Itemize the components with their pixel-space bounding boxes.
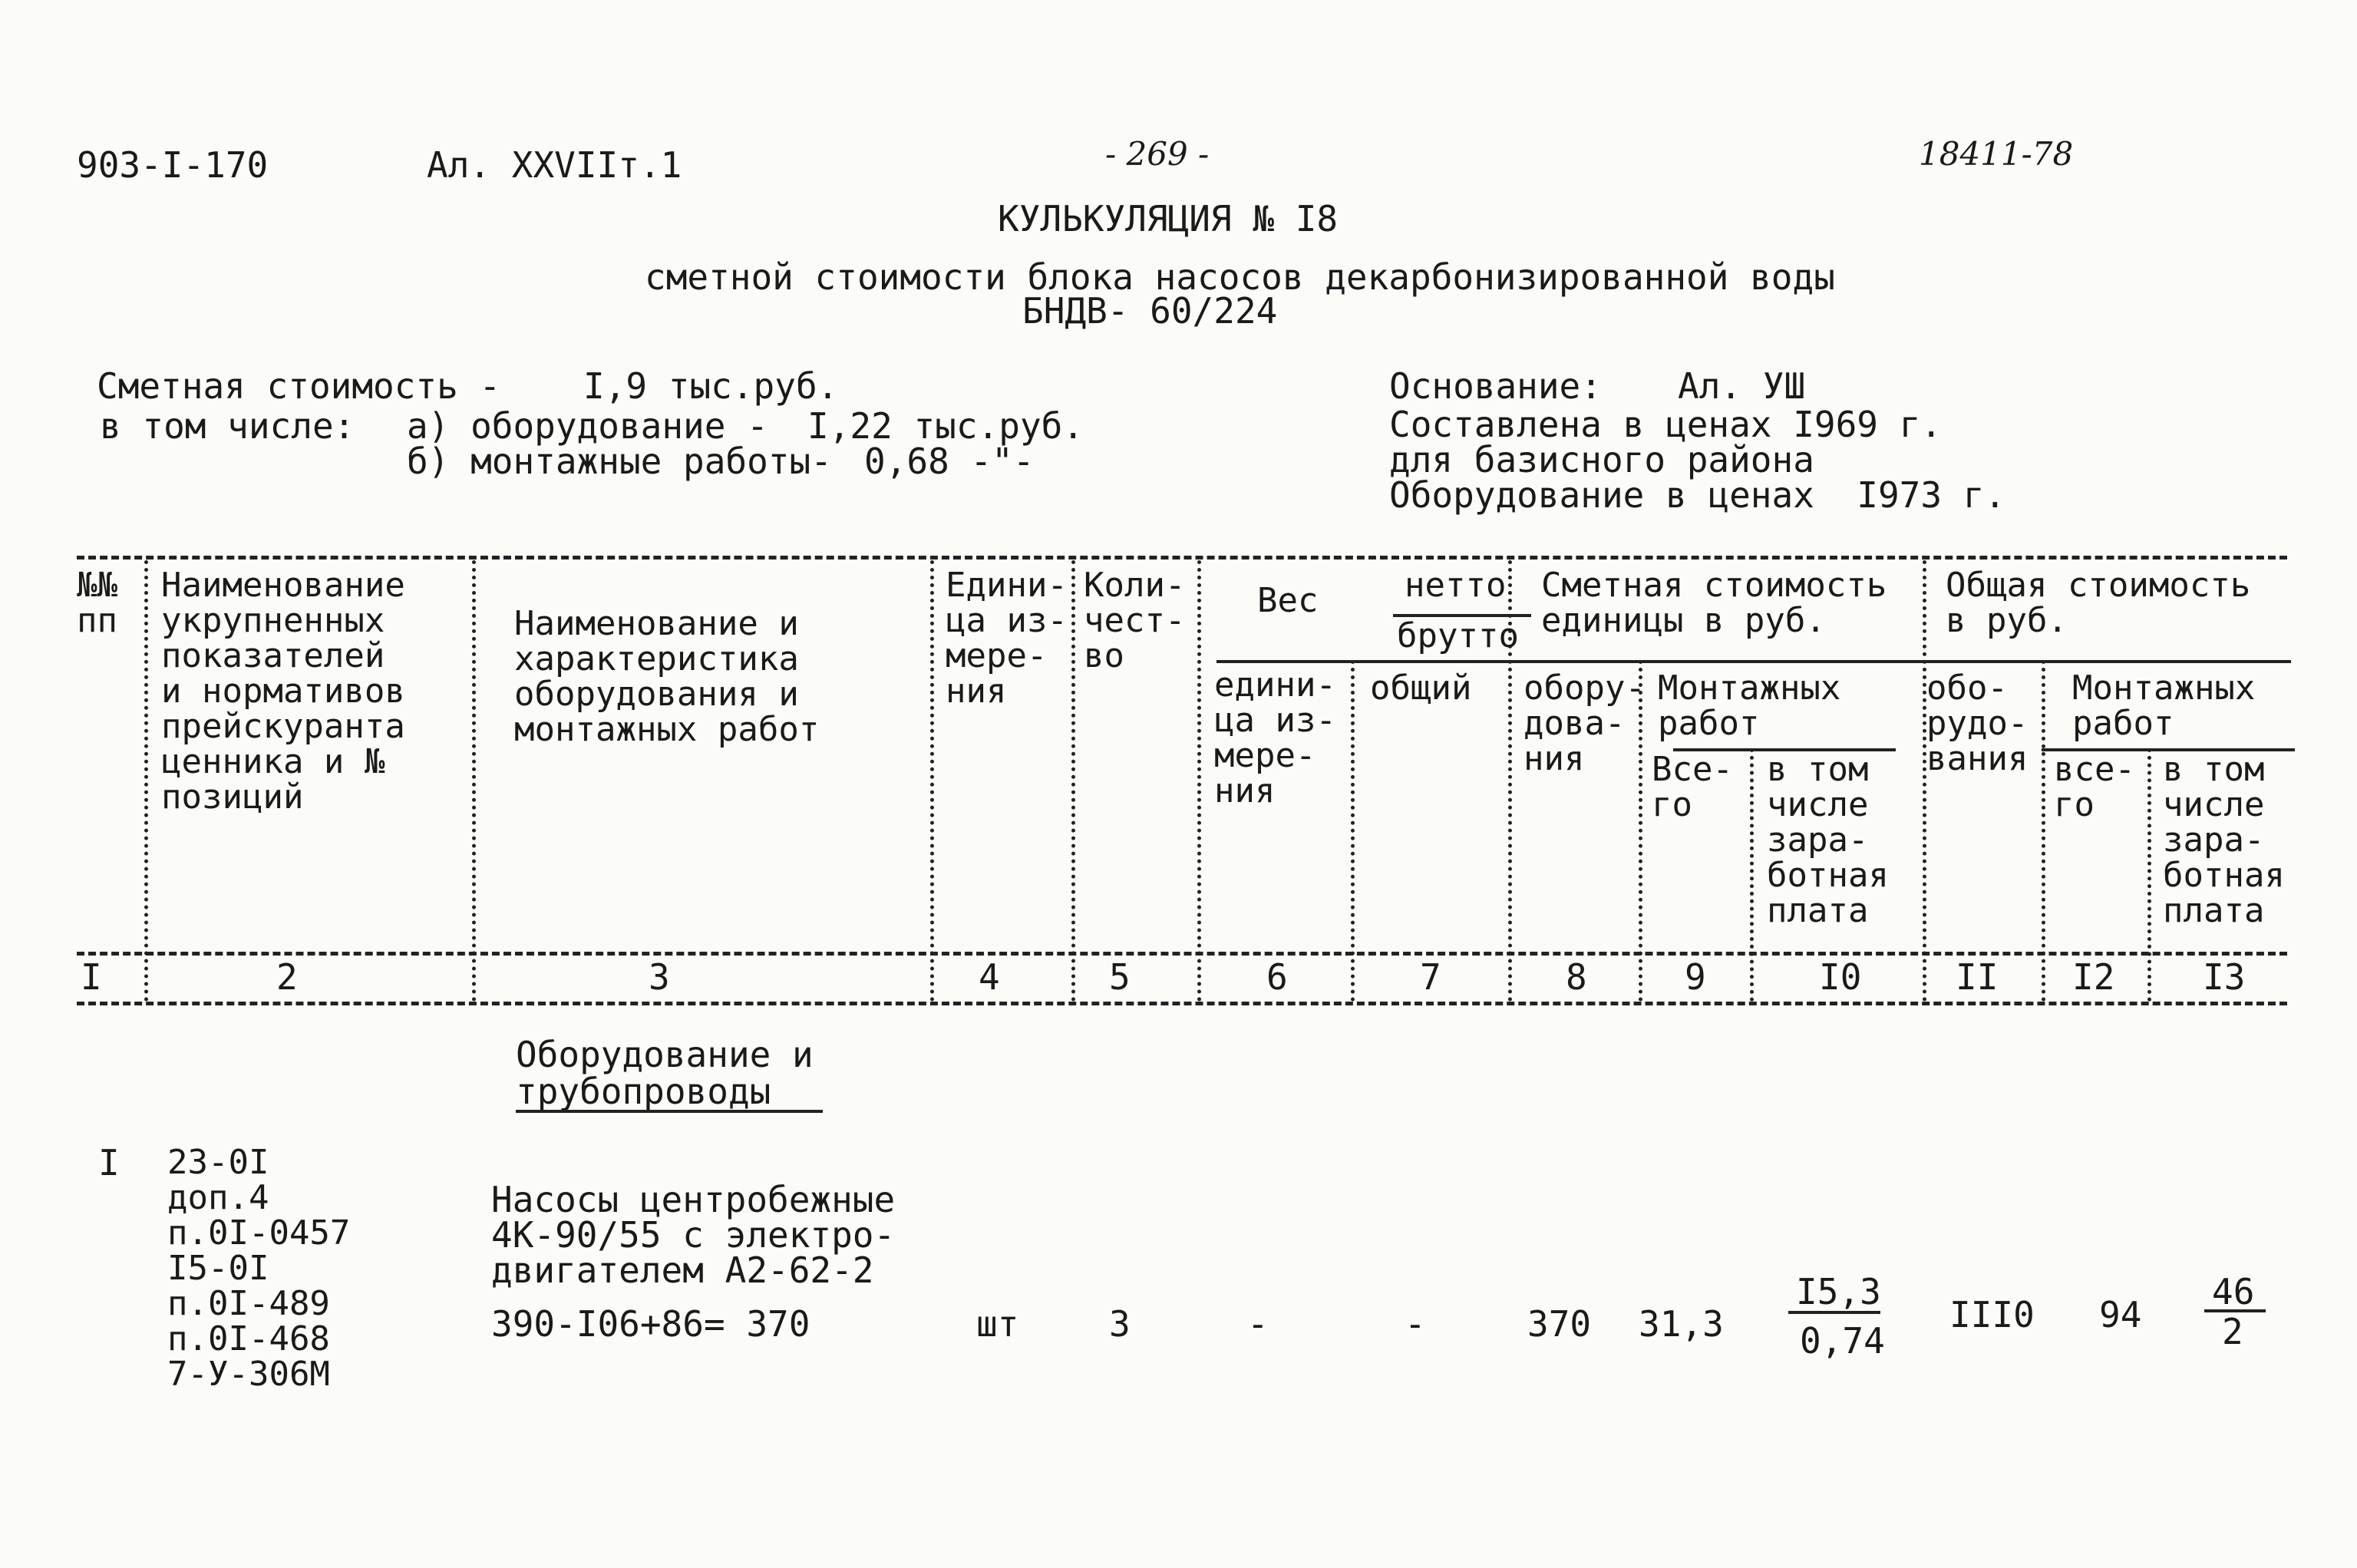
base-region: для базисного района: [1389, 439, 1814, 480]
document-code: 903-I-170: [77, 144, 269, 186]
header-unit-install-total: Все- го: [1652, 750, 1733, 824]
col-sep: [1197, 560, 1201, 1002]
header-total-cost: Общая стоимость в руб.: [1946, 566, 2251, 640]
row-quantity: 3: [1109, 1303, 1131, 1345]
colnum-10: I0: [1819, 956, 1862, 998]
header-weight: Вес: [1257, 581, 1319, 620]
cost-header-rule: [1216, 660, 2291, 663]
colnum-4: 4: [979, 956, 1000, 998]
header-total-install-wage: в том числе зара- ботная плата: [2163, 750, 2285, 930]
calculation-heading: КУЛЬКУЛЯЦИЯ № I8: [998, 198, 1339, 239]
colnum-1: I: [81, 956, 102, 998]
row-unit-install-total: 31,3: [1639, 1303, 1724, 1345]
header-unit-installation: Монтажных работ: [1658, 668, 1841, 743]
header-equipment-description: Наименование и характеристика оборудования и монтажных работ: [514, 604, 820, 749]
row-unit-install-wage-bottom: 0,74: [1800, 1320, 1885, 1362]
colnum-8: 8: [1566, 956, 1587, 998]
header-total-installation: Монтажных работ: [2072, 668, 2256, 743]
row-unit: шт: [976, 1303, 1019, 1345]
col-sep: [472, 560, 476, 1002]
header-brutto: брутто: [1397, 616, 1519, 655]
header-total-equipment: обо- рудо- вания: [1926, 668, 2029, 778]
header-weight-unit: едини- ца из- мере- ния: [1214, 665, 1336, 810]
header-unit-cost: Сметная стоимость единицы в руб.: [1541, 566, 1887, 640]
row-price-calculation: 390-I06+86= 370: [491, 1303, 810, 1345]
row-total-install-wage-bottom: 2: [2222, 1311, 2243, 1352]
header-unit-equipment: обору- дова- ния: [1523, 668, 1646, 778]
row-number: I: [98, 1142, 120, 1183]
row-price-references: 23-0I доп.4 п.0I-0457 I5-0I п.0I-489 п.0I-468 7-У-306М: [167, 1143, 351, 1394]
col-sep: [1750, 748, 1754, 1002]
colnum-bottom-rule: [77, 1002, 2287, 1005]
page-number: - 269 -: [1105, 135, 1210, 173]
header-unit: Едини- ца из- мере- ния: [946, 566, 1068, 711]
row-unit-install-wage-top: I5,3: [1796, 1271, 1881, 1312]
colnum-7: 7: [1420, 956, 1441, 998]
header-unit-install-wage: в том числе зара- ботная плата: [1767, 750, 1889, 930]
including-label: в том числе:: [100, 405, 355, 447]
equipment-prices-year: Оборудование в ценах I973 г.: [1389, 474, 2006, 516]
col-sep: [144, 560, 148, 1002]
prices-year: Составлена в ценах I969 г.: [1389, 404, 1943, 445]
row-total-install: 94: [2099, 1294, 2142, 1335]
col-sep: [1351, 660, 1355, 1002]
col-sep: [2147, 748, 2151, 1002]
col-sep: [1071, 560, 1075, 1002]
colnum-13: I3: [2203, 956, 2246, 998]
header-weight-total: общий: [1370, 668, 1472, 708]
header-indicator-name: Наименование укрупненных показателей и нормативов прейскуранта ценника и № позиций: [161, 566, 405, 817]
header-netto: нетто: [1405, 566, 1507, 605]
calculation-subtitle: сметной стоимости блока насосов декарбонизированной воды: [645, 256, 1835, 298]
header-quantity: Коли- чест- во: [1084, 566, 1186, 675]
row-total-equipment-cost: III0: [1949, 1294, 2035, 1335]
unit-code: БНДВ- 60/224: [1022, 290, 1278, 332]
col-sep: [1923, 560, 1926, 1002]
section-title: Оборудование и трубопроводы: [516, 1034, 814, 1112]
col-sep: [930, 560, 934, 1002]
section-underline: [516, 1110, 823, 1113]
col-sep: [2042, 660, 2045, 1002]
colnum-5: 5: [1109, 956, 1131, 998]
colnum-12: I2: [2072, 956, 2115, 998]
colnum-9: 9: [1685, 956, 1706, 998]
equipment-label: а) оборудование -: [407, 405, 768, 447]
total-cost-label: Сметная стоимость -: [97, 365, 501, 407]
colnum-3: 3: [649, 956, 670, 998]
header-row-number: №№ пп: [77, 566, 117, 640]
album-ref: Ал. XXVIIт.1: [427, 144, 682, 186]
row-total-install-wage-top: 46: [2212, 1271, 2255, 1312]
installation-value: 0,68 -"-: [864, 441, 1035, 482]
row-weight-total: -: [1405, 1303, 1426, 1345]
equipment-value: I,22 тыс.руб.: [807, 405, 1084, 447]
registry-number: 18411-78: [1919, 135, 2074, 173]
colnum-6: 6: [1266, 956, 1288, 998]
header-total-install-total: все- го: [2054, 750, 2135, 824]
installation-label: б) монтажные работы-: [407, 441, 832, 482]
basis-label: Основание:: [1389, 365, 1602, 407]
colnum-11: II: [1956, 956, 1999, 998]
total-cost-value: I,9 тыс.руб.: [583, 365, 839, 407]
colnum-2: 2: [276, 956, 298, 998]
colnum-top-rule: [77, 952, 2287, 956]
row-unit-wage-fraction-bar: [1788, 1311, 1880, 1314]
row-equipment-name: Насосы центробежные 4К-90/55 с электро- двигателем А2-62-2: [491, 1179, 896, 1291]
basis-value: Ал. УШ: [1678, 365, 1806, 407]
row-weight-unit: -: [1247, 1303, 1269, 1345]
table-top-rule: [77, 556, 2287, 560]
row-unit-equipment-cost: 370: [1527, 1303, 1592, 1345]
